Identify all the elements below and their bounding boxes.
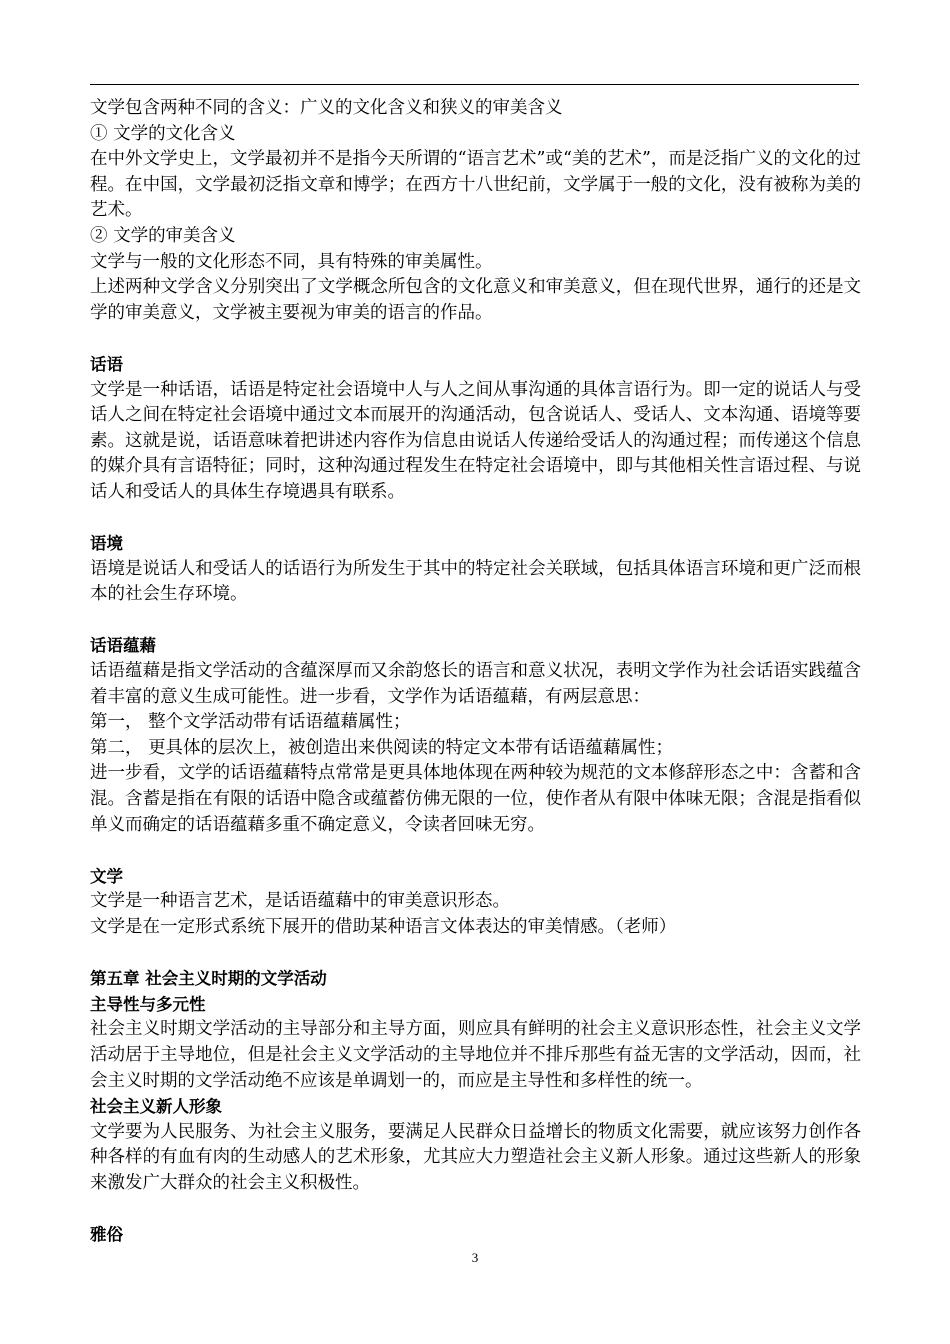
literature-definition-1: 文学是一种语言艺术，是话语蕴藉中的审美意识形态。 (90, 891, 510, 912)
literature-definition-2: 文学是在一定形式系统下展开的借助某种语言文体表达的审美情感。（老师） (90, 917, 677, 937)
cultural-meaning-heading: ① 文学的文化含义 (90, 123, 236, 144)
header-rule (90, 84, 859, 85)
section-title-literature: 文学 (90, 866, 123, 886)
section-title-discourse: 话语 (90, 354, 123, 374)
spacer (90, 941, 861, 967)
discourse-text: 文学是一种话语，话语是特定社会语境中人与人之间从事沟通的具体言语行为。即一定的说话人与受话人之间在特定社会语境中通过文本而展开的沟通活动，包含说话人、受话人、文本沟通、语境等要素。这就是说，话语意味着把讲述内容作为信息由说话人传递给受话人的沟通过程；而传递这个信息的媒介具有言语特征；同时，这种沟通过程发生在特定社会语境中，即与其他相关性言语过程、与说话人和受话人的具体生存境遇具有联系。 (90, 379, 861, 502)
aesthetic-meaning-text: 文学与一般的文化形态不同，具有特殊的审美属性。 (90, 251, 493, 272)
section-title-elegance: 雅俗 (90, 1225, 123, 1245)
section-title-dominance: 主导性与多元性 (90, 994, 206, 1014)
page-content (90, 96, 861, 1248)
aesthetic-meaning-heading: ② 文学的审美含义 (90, 225, 236, 246)
context-text: 语境是说话人和受话人的话语行为所发生于其中的特定社会关联域，包括具体语言环境和更广泛而根本的社会生存环境。 (90, 558, 861, 605)
spacer (90, 838, 861, 864)
section-title-implication: 话语蕴藉 (90, 636, 156, 656)
implication-text-2: 进一步看，文学的话语蕴藉特点常常是更具体地体现在两种较为规范的文本修辞形态之中：含蓄和含混。含蓄是指在有限的话语中隐含或蕴蓄仿佛无限的一位，使作者从有限中体味无限；含混是指看似单义而确定的话语蕴藉多重不确定意义，令读者回味无穷。 (90, 763, 861, 835)
section-title-new-person: 社会主义新人形象 (90, 1097, 222, 1117)
dominance-text: 社会主义时期文学活动的主导部分和主导方面，则应具有鲜明的社会主义意识形态性，社会主义文学活动居于主导地位，但是社会主义文学活动的主导地位并不排斥那些有益无害的文学活动，因而，社会主义时期的文学活动绝不应该是单调划一的，而应是主导性和多样性的统一。 (90, 1019, 861, 1091)
intro-paragraph: 文学包含两种不同的含义：广义的文化含义和狭义的审美含义 (90, 98, 563, 118)
implication-text-1: 话语蕴藉是指文学活动的含蕴深厚而又余韵悠长的语言和意义状况，表明文学作为社会话语实践蕴含着丰富的意义生成可能性。进一步看，文学作为话语蕴藉，有两层意思： (90, 661, 861, 707)
implication-point-1: 第一， 整个文学活动带有话语蕴藉属性； (90, 712, 411, 733)
spacer (90, 326, 861, 352)
page-number: 3 (471, 1250, 479, 1265)
section-title-context: 语境 (90, 534, 123, 554)
spacer (90, 608, 861, 634)
chapter-title: 第五章 社会主义时期的文学活动 (90, 969, 327, 989)
new-person-text: 文学要为人民服务、为社会主义服务，要满足人民群众日益增长的物质文化需要，就应该努力创作各种各样的有血有肉的生动感人的艺术形象，尤其应大力塑造社会主义新人形象。通过这些新人的形象来激发广大群众的社会主义积极性。 (90, 1121, 861, 1193)
cultural-meaning-text: 在中外文学史上，文学最初并不是指今天所谓的“语言艺术”或“美的艺术”，而是泛指广义的文化的过程。在中国，文学最初泛指文章和博学；在西方十八世纪前，文学属于一般的文化，没有被称为美的艺术。 (90, 149, 861, 221)
spacer (90, 506, 861, 532)
implication-point-2: 第二， 更具体的层次上，被创造出来供阅读的特定文本带有话语蕴藉属性； (90, 737, 674, 758)
summary-paragraph: 上述两种文学含义分别突出了文学概念所包含的文化意义和审美意义，但在现代世界，通行的还是文学的审美意义，文学被主要视为审美的语言的作品。 (90, 277, 861, 323)
spacer (90, 1197, 861, 1223)
